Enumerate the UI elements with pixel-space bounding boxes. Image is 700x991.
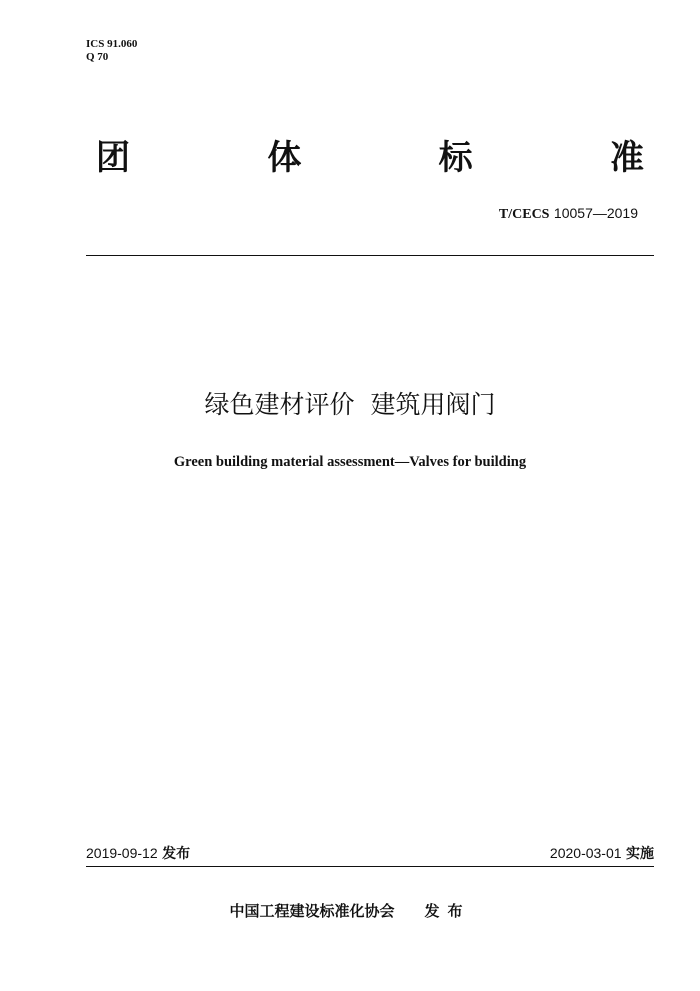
implementation-date-label: 实施 <box>626 846 654 862</box>
implementation-date <box>550 843 654 864</box>
ics-code: ICS 91.060 <box>86 38 138 50</box>
implementation-date-value: 2020-03-01 <box>549 845 622 861</box>
ccs-code: Q 70 <box>86 51 109 63</box>
top-divider <box>86 255 654 256</box>
doc-type-char-3: 标 <box>438 138 473 178</box>
doc-type-char-4: 准 <box>609 138 644 178</box>
issue-date-value: 2019-09-12 <box>86 845 158 861</box>
bottom-divider <box>86 866 654 867</box>
issue-date-label: 发布 <box>162 846 191 862</box>
issue-date <box>86 843 190 864</box>
document-type-heading <box>96 136 644 180</box>
title-chinese: 绿色建材评价 建筑用阀门 <box>204 390 496 419</box>
publisher-action: 发布 <box>424 902 471 920</box>
standard-number <box>499 204 638 224</box>
standard-number-value: 10057—2019 <box>553 205 638 221</box>
publisher-organization: 中国工程建设标准化协会 <box>229 902 395 920</box>
classification-codes <box>86 38 137 64</box>
standard-number-prefix: T/CECS <box>498 207 550 222</box>
doc-type-char-1: 团 <box>96 138 130 178</box>
doc-type-char-2: 体 <box>267 138 302 178</box>
title-english: Green building material assessment—Valves for building <box>173 454 527 470</box>
publisher-line <box>0 900 700 922</box>
